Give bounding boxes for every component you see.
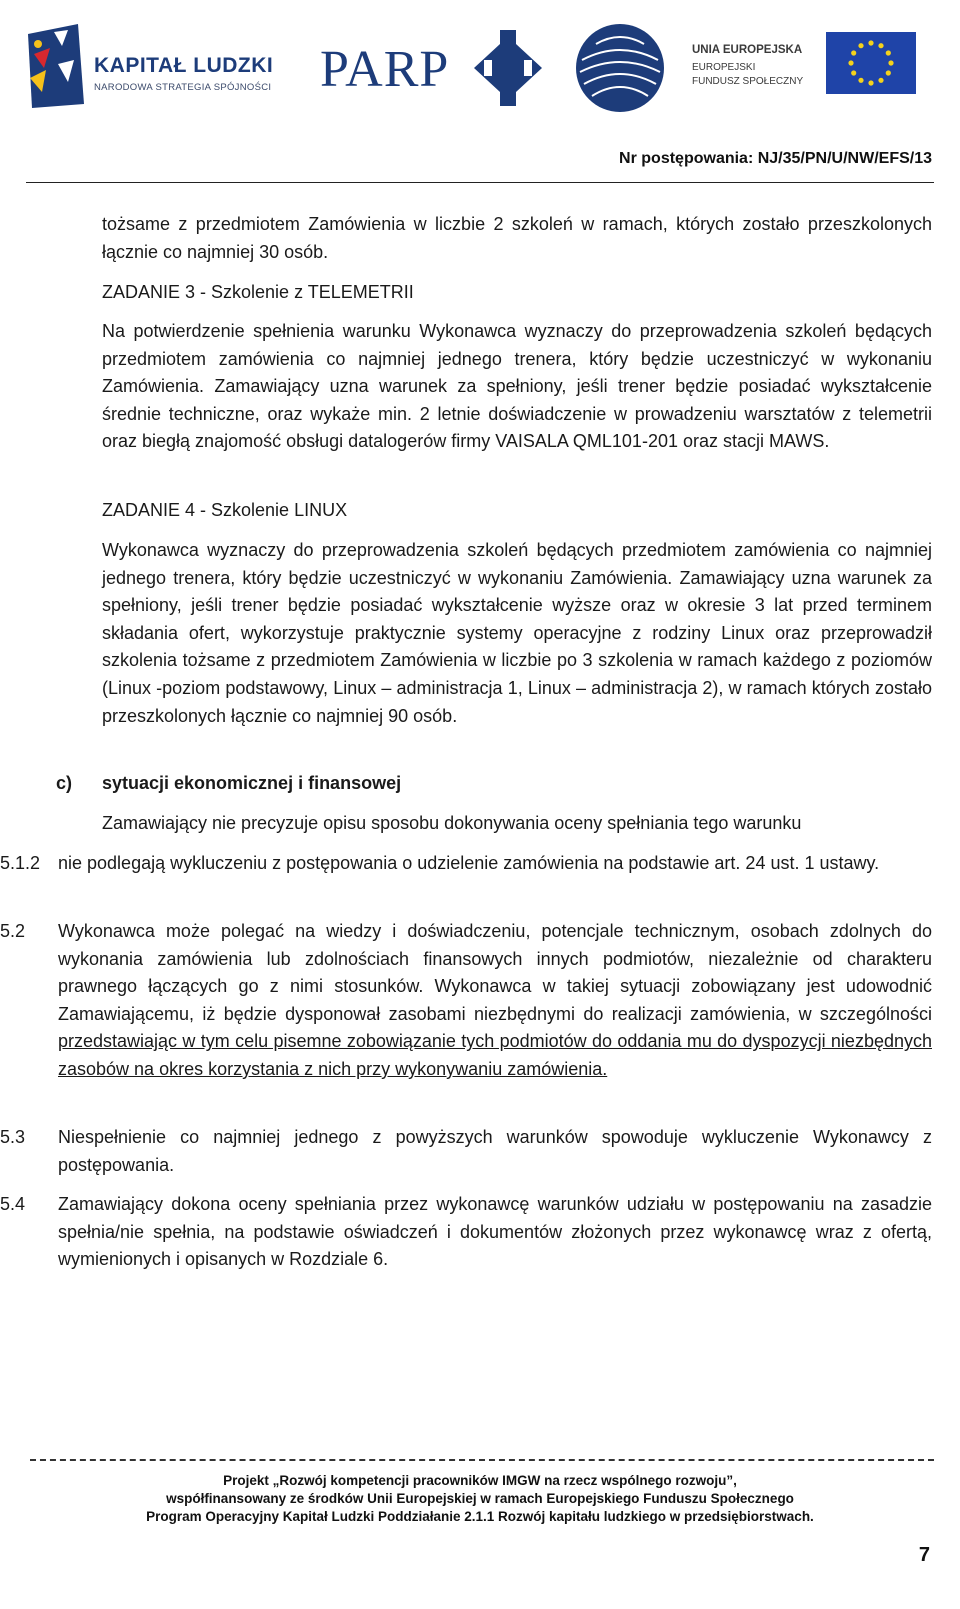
header-divider (26, 182, 934, 183)
eu-logo-line3: FUNDUSZ SPOŁECZNY (692, 76, 804, 87)
parp-arrows-icon (470, 26, 546, 110)
item-5-1-2-number: 5.1.2 (0, 853, 41, 873)
page-number: 7 (918, 1544, 930, 1566)
continuation-paragraph: tożsame z przedmiotem Zamówienia w liczbie 2 szkoleń w ramach, których zostało przeszkolonych łącznie co najmniej 30 osób. (102, 214, 932, 262)
kapital-ludzki-emblem-icon (24, 24, 88, 108)
footer-line-2: współfinansowany ze środków Unii Europejskiej w ramach Europejskiego Funduszu Społecznego (166, 1491, 794, 1506)
item-5-2-number: 5.2 (0, 921, 26, 941)
footer-divider (30, 1459, 934, 1461)
reference-number: Nr postępowania: NJ/35/PN/U/NW/EFS/13 (619, 150, 932, 167)
item-5-4-paragraph: Zamawiający dokona oceny spełniania przez wykonawcę warunków udziału w postępowaniu na zasadzie spełnia/nie spełnia, na podstawie oświadczeń i dokumentów złożonych przez wykonawcę wraz z ofertą, wymienionych i opisanych w Rozdziale 6. (58, 1194, 932, 1270)
kapital-ludzki-subtitle: NARODOWA STRATEGIA SPÓJNOŚCI (94, 82, 272, 93)
footer (0, 1472, 960, 1526)
eu-logo-line2: EUROPEJSKI (692, 62, 756, 73)
item-5-2-text: Wykonawca może polegać na wiedzy i doświadczeniu, potencjale technicznym, osobach zdolnych do wykonania zamówienia lub zdolnościach finansowych innych podmiotów, niezależnie od charakteru prawnego łączących go z nimi stosunków. Wykonawca w takiej sytuacji zobowiązany jest udowodnić Zamawiającemu, iż będzie dysponował zasobami niezbędnymi do realizacji zamówienia, w szczególności (58, 921, 932, 1024)
item-5-3-paragraph: Niespełnienie co najmniej jednego z powyższych warunków spowoduje wykluczenie Wykonawcy z postępowania. (58, 1127, 932, 1175)
imgw-logo (572, 20, 672, 120)
header-logos (24, 18, 936, 118)
task4-heading: ZADANIE 4 - Szkolenie LINUX (102, 500, 348, 520)
kapital-ludzki-title: KAPITAŁ LUDZKI (94, 54, 274, 77)
eu-logo-line1: UNIA EUROPEJSKA (692, 44, 803, 56)
item-5-1-2-paragraph: nie podlegają wykluczeniu z postępowania o udzielenie zamówienia na podstawie art. 24 ust. 1 ustawy. (58, 853, 880, 873)
section-c-paragraph: Zamawiający nie precyzuje opisu sposobu dokonywania oceny spełniania tego warunku (102, 813, 802, 833)
item-5-2-underlined-text: przedstawiając w tym celu pisemne zobowiązanie tych podmiotów do oddania mu do dyspozycji niezbędnych zasobów na okres korzystania z nich przy wykonywaniu zamówienia. (58, 1031, 932, 1079)
footer-line-1: Projekt „Rozwój kompetencji pracowników IMGW na rzecz wspólnego rozwoju”, (223, 1473, 737, 1488)
task3-paragraph: Na potwierdzenie spełnienia warunku Wykonawca wyznaczy do przeprowadzenia szkoleń będących przedmiotem zamówienia co najmniej jednego trenera, który będzie uczestniczyć w wykonaniu Zamówienia. Zamawiający uzna warunek za spełniony, jeśli trener będzie posiadać wykształcenie średnie techniczne, oraz wykaże min. 2 letnie doświadczenie w prowadzeniu warsztatów z telemetrii oraz biegłą znajomość obsługi datalogerów firmy VAISALA QML101-201 oraz stacji MAWS. (102, 321, 932, 452)
item-5-2-paragraph (58, 918, 932, 1084)
footer-line-3: Program Operacyjny Kapitał Ludzki Poddziałanie 2.1.1 Rozwój kapitału ludzkiego w przedsiębiorstwach. (146, 1509, 814, 1524)
item-5-3-number: 5.3 (0, 1127, 26, 1147)
eu-flag-icon (826, 32, 916, 94)
eu-logo (692, 30, 932, 110)
parp-logo (320, 22, 550, 112)
parp-logo-text: PARP (320, 41, 450, 98)
task4-paragraph: Wykonawca wyznaczy do przeprowadzenia szkoleń będących przedmiotem zamówienia co najmniej jednego trenera, który będzie uczestniczyć w wykonaniu Zamówienia. Zamawiający uzna warunek za spełniony, jeśli trener będzie posiadać wykształcenie wyższe oraz w okresie 3 lat przed terminem składania ofert, wykorzystuje praktycznie systemy operacyjne z rodziny Linux oraz przeprowadził szkolenia tożsame z przedmiotem Zamówienia w liczbie po 3 szkolenia w ramach każdego z poziomów (Linux -poziom podstawowy, Linux – administracja 1, Linux – administracja 2), w ramach których zostało przeszkolonych łącznie co najmniej 90 osób. (102, 540, 932, 726)
section-c-heading: sytuacji ekonomicznej i finansowej (102, 773, 402, 793)
kapital-ludzki-logo (24, 24, 284, 108)
task3-heading: ZADANIE 3 - Szkolenie z TELEMETRII (102, 282, 414, 302)
section-c-label: c) (56, 773, 73, 793)
item-5-4-number: 5.4 (0, 1194, 26, 1214)
imgw-globe-icon (572, 20, 668, 116)
